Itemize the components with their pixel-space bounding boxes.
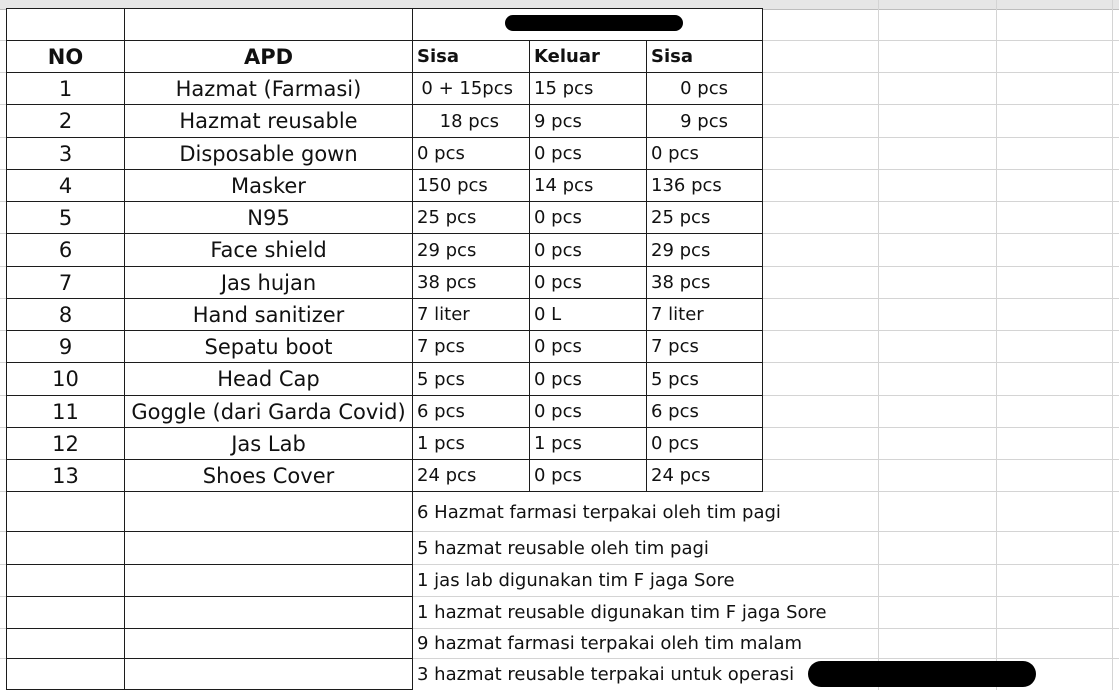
row-sisa-after[interactable]: 136 pcs [646, 169, 763, 202]
row-keluar[interactable]: 0 pcs [529, 233, 647, 267]
row-sisa[interactable]: 5 pcs [412, 362, 530, 396]
empty-cell[interactable] [124, 564, 413, 597]
row-sisa-after[interactable]: 5 pcs [646, 362, 763, 396]
row-apd[interactable]: Shoes Cover [124, 459, 413, 492]
row-sisa-after[interactable]: 29 pcs [646, 233, 763, 267]
row-keluar[interactable]: 9 pcs [529, 104, 647, 138]
row-sisa[interactable]: 18 pcs [412, 104, 530, 138]
header-sisa-after[interactable]: Sisa [646, 40, 763, 73]
row-no[interactable]: 2 [6, 104, 125, 138]
row-apd[interactable]: Jas hujan [124, 266, 413, 299]
row-no[interactable]: 7 [6, 266, 125, 299]
empty-cell[interactable] [6, 491, 125, 532]
row-sisa[interactable]: 7 pcs [412, 330, 530, 363]
redaction-mark [505, 15, 683, 31]
row-sisa[interactable]: 6 pcs [412, 395, 530, 428]
row-sisa[interactable]: 0 pcs [412, 137, 530, 170]
row-sisa[interactable]: 1 pcs [412, 427, 530, 460]
row-no[interactable]: 1 [6, 72, 125, 105]
row-keluar[interactable]: 0 L [529, 298, 647, 331]
note-line[interactable]: 9 hazmat farmasi terpakai oleh tim malam [412, 627, 802, 659]
row-no[interactable]: 9 [6, 330, 125, 363]
row-apd[interactable]: Hand sanitizer [124, 298, 413, 331]
empty-cell[interactable] [6, 531, 125, 565]
row-keluar[interactable]: 15 pcs [529, 72, 647, 105]
row-sisa[interactable]: 38 pcs [412, 266, 530, 299]
empty-cell[interactable] [6, 658, 125, 690]
note-line[interactable]: 1 jas lab digunakan tim F jaga Sore [412, 564, 735, 596]
row-keluar[interactable]: 0 pcs [529, 362, 647, 396]
header-sisa[interactable]: Sisa [412, 40, 530, 73]
row-no[interactable]: 6 [6, 233, 125, 267]
empty-cell[interactable] [124, 596, 413, 629]
row-sisa-after[interactable]: 7 pcs [646, 330, 763, 363]
row-sisa[interactable]: 29 pcs [412, 233, 530, 267]
row-sisa-after[interactable]: 0 pcs [646, 72, 763, 105]
row-sisa-after[interactable]: 0 pcs [646, 137, 763, 170]
row-apd[interactable]: Goggle (dari Garda Covid) [124, 395, 413, 428]
header-apd[interactable]: APD [124, 40, 413, 73]
row-apd[interactable]: Hazmat (Farmasi) [124, 72, 413, 105]
row-keluar[interactable]: 0 pcs [529, 201, 647, 234]
note-line[interactable]: 3 hazmat reusable terpakai untuk operasi [412, 658, 794, 690]
row-apd[interactable]: Face shield [124, 233, 413, 267]
row-sisa[interactable]: 150 pcs [412, 169, 530, 202]
row-no[interactable]: 10 [6, 362, 125, 396]
empty-cell[interactable] [6, 628, 125, 659]
empty-cell[interactable] [6, 564, 125, 597]
row-apd[interactable]: Head Cap [124, 362, 413, 396]
note-line[interactable]: 6 Hazmat farmasi terpakai oleh tim pagi [412, 496, 781, 528]
row-sisa-after[interactable]: 9 pcs [646, 104, 763, 138]
row-sisa-after[interactable]: 7 liter [646, 298, 763, 331]
row-sisa-after[interactable]: 25 pcs [646, 201, 763, 234]
row-apd[interactable]: Jas Lab [124, 427, 413, 460]
header-no[interactable]: NO [6, 40, 125, 73]
title-row-blank-cell[interactable] [124, 8, 413, 41]
empty-cell[interactable] [124, 531, 413, 565]
title-merged-cell[interactable] [412, 8, 763, 41]
row-no[interactable]: 5 [6, 201, 125, 234]
row-no[interactable]: 8 [6, 298, 125, 331]
header-keluar[interactable]: Keluar [529, 40, 647, 73]
row-keluar[interactable]: 0 pcs [529, 330, 647, 363]
row-apd[interactable]: Masker [124, 169, 413, 202]
row-sisa[interactable]: 25 pcs [412, 201, 530, 234]
row-keluar[interactable]: 0 pcs [529, 395, 647, 428]
row-keluar[interactable]: 0 pcs [529, 266, 647, 299]
row-sisa-after[interactable]: 6 pcs [646, 395, 763, 428]
row-no[interactable]: 13 [6, 459, 125, 492]
row-apd[interactable]: N95 [124, 201, 413, 234]
row-apd[interactable]: Sepatu boot [124, 330, 413, 363]
row-no[interactable]: 4 [6, 169, 125, 202]
row-sisa-after[interactable]: 24 pcs [646, 459, 763, 492]
row-keluar[interactable]: 0 pcs [529, 459, 647, 492]
title-row-blank-cell[interactable] [6, 8, 125, 41]
empty-cell[interactable] [124, 628, 413, 659]
row-sisa[interactable]: 24 pcs [412, 459, 530, 492]
empty-cell[interactable] [124, 491, 413, 532]
note-line[interactable]: 5 hazmat reusable oleh tim pagi [412, 532, 709, 564]
row-sisa-after[interactable]: 0 pcs [646, 427, 763, 460]
row-keluar[interactable]: 1 pcs [529, 427, 647, 460]
row-apd[interactable]: Hazmat reusable [124, 104, 413, 138]
row-sisa[interactable]: 7 liter [412, 298, 530, 331]
redaction-mark [808, 661, 1036, 687]
row-keluar[interactable]: 0 pcs [529, 137, 647, 170]
row-no[interactable]: 12 [6, 427, 125, 460]
empty-cell[interactable] [6, 596, 125, 629]
row-apd[interactable]: Disposable gown [124, 137, 413, 170]
row-sisa[interactable]: 0 + 15pcs [412, 72, 530, 105]
note-line[interactable]: 1 hazmat reusable digunakan tim F jaga Sore [412, 596, 827, 628]
row-no[interactable]: 3 [6, 137, 125, 170]
row-no[interactable]: 11 [6, 395, 125, 428]
empty-cell[interactable] [124, 658, 413, 690]
row-sisa-after[interactable]: 38 pcs [646, 266, 763, 299]
row-keluar[interactable]: 14 pcs [529, 169, 647, 202]
